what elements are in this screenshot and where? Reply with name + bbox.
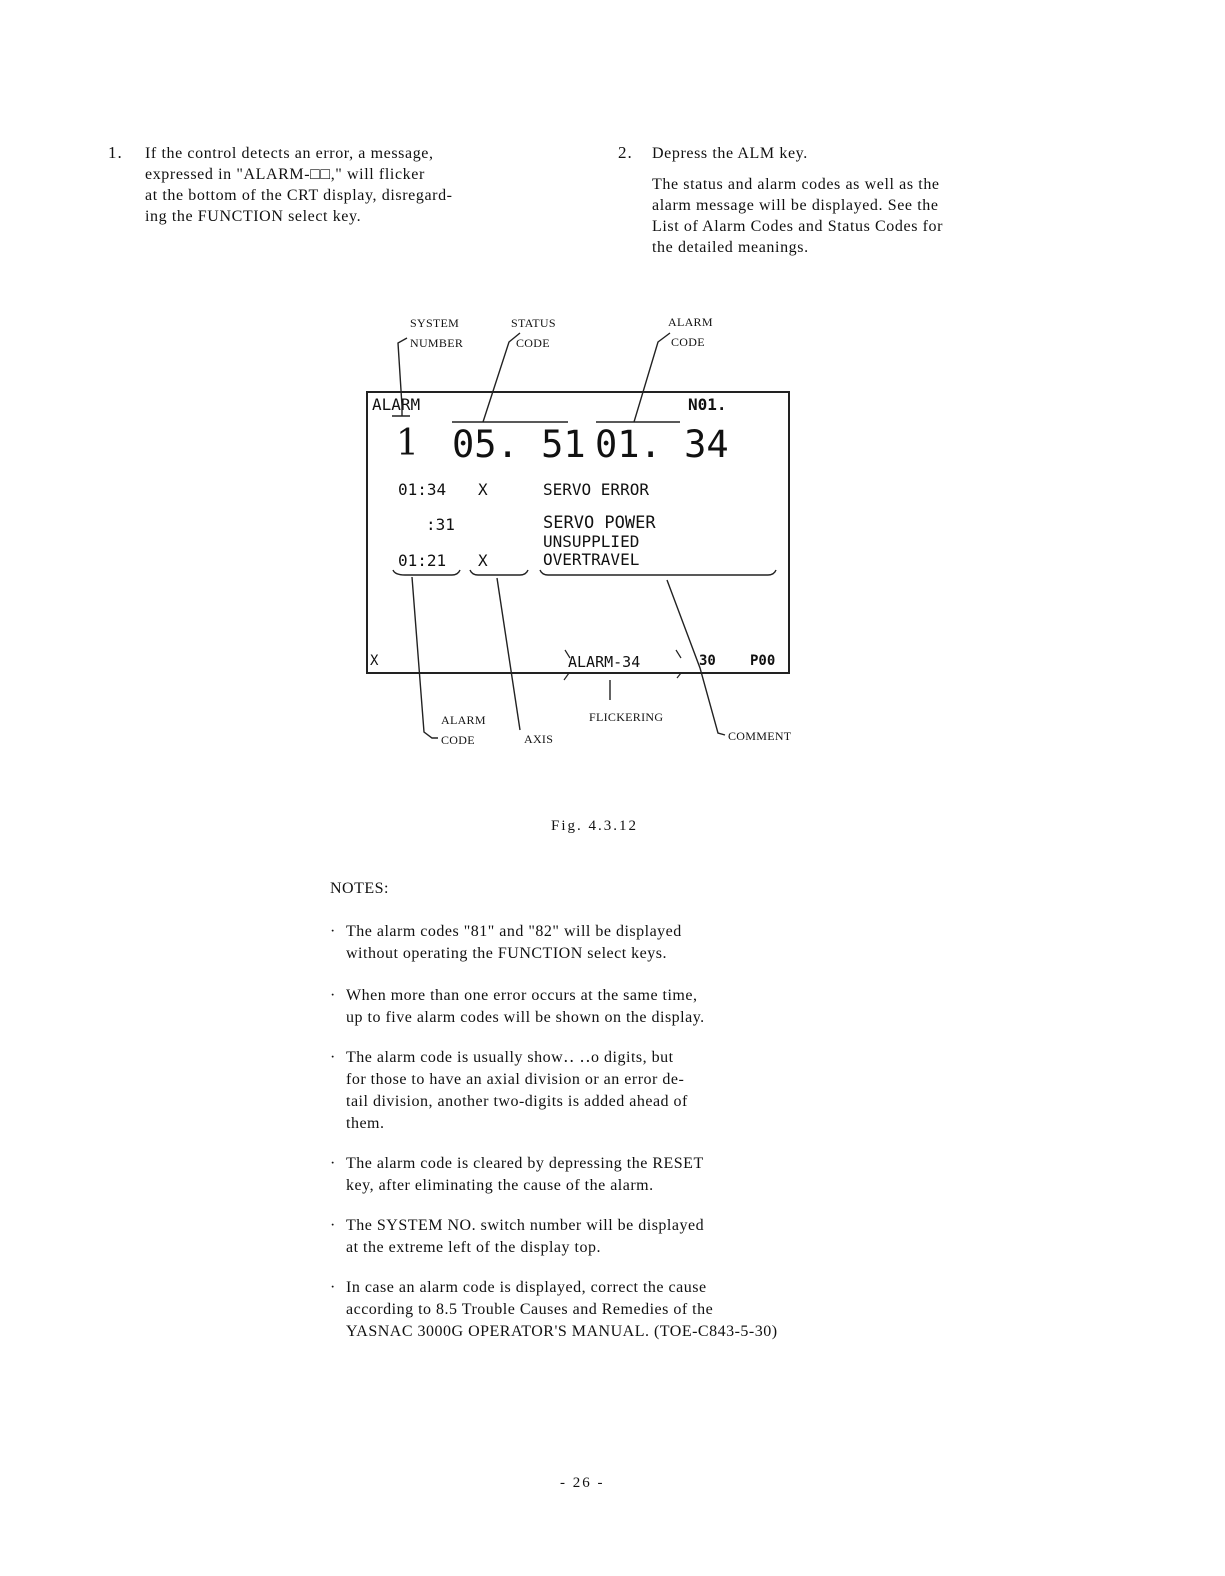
step-1-line: If the control detects an error, a message, [145, 145, 434, 162]
note-line: them. [346, 1115, 385, 1132]
note-line: according to 8.5 Trouble Causes and Remedies of the [346, 1301, 714, 1318]
step-2-line: the detailed meanings. [652, 239, 809, 256]
alarm-row-code: 01:21 [398, 551, 447, 570]
step-2-line: alarm message will be displayed. See the [652, 197, 939, 214]
note-line: without operating the FUNCTION select keys. [346, 945, 667, 962]
note-line: The alarm codes "81" and "82" will be displayed [346, 923, 682, 940]
note-item: · The alarm code is usually show․․ ․․o digits, but for those to have an axial division or an error de- tail division, another two-digits is added ahead of them. [330, 1047, 688, 1135]
alarm-code-bottom-leader [412, 577, 438, 738]
alarm-row-code: :31 [426, 515, 455, 534]
note-line: key, after eliminating the cause of the alarm. [346, 1177, 654, 1194]
callout-line: CODE [516, 336, 550, 350]
note-item: · The alarm codes "81" and "82" will be displayed without operating the FUNCTION select keys. [330, 921, 682, 965]
status-line-left: X [370, 653, 379, 669]
note-line: at the extreme left of the display top. [346, 1239, 601, 1256]
comment-bracket [540, 570, 776, 575]
step-1-line: expressed in "ALARM-□□," will flicker [145, 166, 425, 183]
note-item: · The SYSTEM NO. switch number will be displayed at the extreme left of the display top. [330, 1215, 704, 1259]
note-line: The alarm code is cleared by depressing the RESET [346, 1155, 704, 1172]
notes-heading: NOTES: [330, 880, 389, 897]
system-number-value: 1 [396, 423, 419, 464]
step-1-line: at the bottom of the CRT display, disregard- [145, 187, 453, 204]
callout-line: SYSTEM [410, 316, 460, 330]
note-line: The SYSTEM NO. switch number will be displayed [346, 1217, 705, 1234]
callout-axis: AXIS [524, 732, 554, 746]
step-2-line: The status and alarm codes as well as the [652, 176, 940, 193]
note-line: up to five alarm codes will be shown on the display. [346, 1009, 705, 1026]
step-2-line: List of Alarm Codes and Status Codes for [652, 218, 944, 235]
page-number: - 26 - [560, 1475, 605, 1491]
note-item: · In case an alarm code is displayed, correct the cause according to 8.5 Trouble Causes and Remedies of the YASNAC 3000G OPERATOR'S MANUAL. (TOE-C843-5-30) [330, 1277, 778, 1343]
callout-comment: COMMENT [728, 729, 792, 743]
axis-leader [497, 578, 520, 730]
alarm-row-axis: X [478, 480, 488, 499]
alarm-code-bracket [393, 570, 460, 575]
callout-line: ALARM [668, 315, 713, 329]
note-line: In case an alarm code is displayed, correct the cause [346, 1279, 707, 1296]
alarm-code-leader [634, 333, 670, 422]
alarm-row-message: SERVO ERROR [543, 480, 649, 499]
note-line: tail division, another two-digits is added ahead of [346, 1093, 688, 1110]
step-2-heading: Depress the ALM key. [652, 145, 808, 162]
axis-bracket [470, 570, 528, 575]
comment-leader [667, 580, 725, 735]
alarm-row-message: SERVO POWER [543, 513, 656, 533]
note-line: When more than one error occurs at the same time, [346, 987, 698, 1004]
alarm-row-code: 01:34 [398, 480, 447, 499]
alarm-code-value: 01. 34 [595, 423, 729, 466]
status-line-right: P00 [750, 653, 776, 669]
status-code-leader [483, 333, 520, 422]
note-line: for those to have an axial division or an error de- [346, 1071, 685, 1088]
status-code-value: 05. 51 [452, 423, 586, 466]
callout-flickering: FLICKERING [589, 710, 664, 724]
callout-line: CODE [671, 335, 705, 349]
note-item: · The alarm code is cleared by depressing the RESET key, after eliminating the cause of the alarm. [330, 1153, 704, 1197]
callout-line: NUMBER [410, 336, 464, 350]
screen-number: N01. [688, 395, 727, 414]
step-1-number: 1. [108, 143, 123, 162]
status-line-number: 30 [699, 653, 716, 669]
note-item: · When more than one error occurs at the same time, up to five alarm codes will be shown on the display. [330, 985, 705, 1029]
note-line: The alarm code is usually show․․ ․․o digits, but [346, 1049, 674, 1066]
note-line: YASNAC 3000G OPERATOR'S MANUAL. (TOE-C843-5-30) [346, 1323, 778, 1340]
screen-title: ALARM [372, 395, 421, 414]
callout-line: CODE [441, 733, 475, 747]
system-number-leader [398, 338, 407, 406]
flicker-message: ALARM-34 [568, 653, 641, 671]
callout-line: ALARM [441, 713, 486, 727]
alarm-row-axis: X [478, 551, 488, 570]
step-1-line: ing the FUNCTION select key. [145, 208, 362, 225]
callout-line: STATUS [511, 316, 556, 330]
alarm-row-message: OVERTRAVEL [543, 550, 640, 569]
figure-caption: Fig. 4.3.12 [551, 818, 639, 834]
flicker-marks [564, 650, 681, 680]
step-2-number: 2. [618, 143, 633, 162]
alarm-row-message: UNSUPPLIED [543, 532, 640, 551]
